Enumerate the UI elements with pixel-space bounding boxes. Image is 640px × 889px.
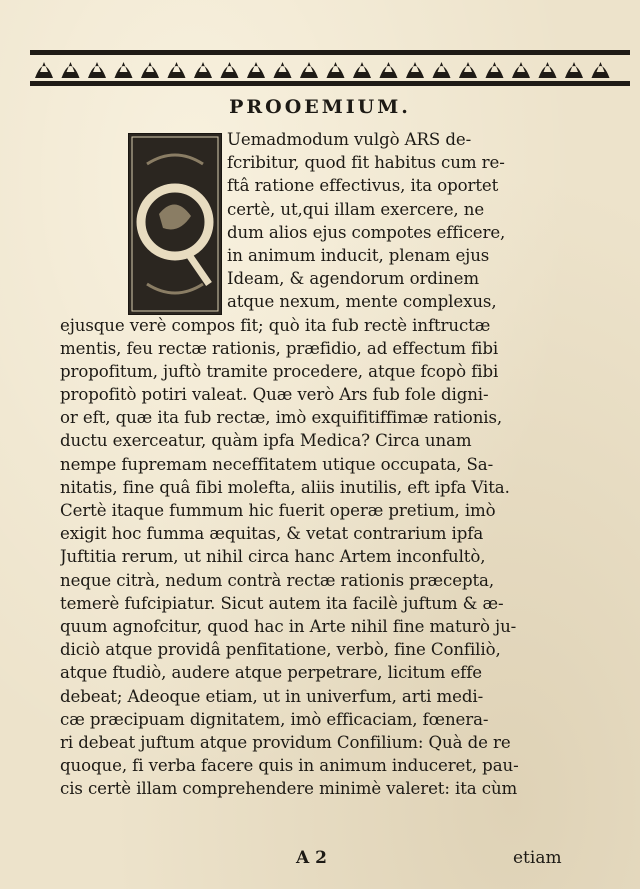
text-line: diciò atque providâ penfitatione, verbò, fine Confiliò, <box>60 640 501 660</box>
ornament-motif-icon <box>115 62 133 78</box>
ornament-motif-icon <box>141 62 159 78</box>
ornament-motif-icon <box>353 62 371 78</box>
text-line: ftâ ratione effectivus, ita oportet <box>227 176 499 196</box>
ornament-motif-icon <box>406 62 424 78</box>
ornament-motif-icon <box>433 62 451 78</box>
ornament-motif-icon <box>565 62 583 78</box>
text-line: dum alios ejus compotes efficere, <box>227 222 506 242</box>
ornament-motif-icon <box>539 62 557 78</box>
ornament-motif-icon <box>247 62 265 78</box>
ornament-motif-icon <box>35 62 53 78</box>
text-line: mentis, feu rectæ rationis, præfidio, ad effectum fibi <box>60 338 499 358</box>
text-line: Uemadmodum vulgò ARS de- <box>227 130 472 149</box>
text-line: fcribitur, quod fit habitus cum re- <box>227 153 505 173</box>
ornament-motif-icon <box>221 62 239 78</box>
floral-band-icon <box>30 48 630 88</box>
ornament-motif-icon <box>459 62 477 78</box>
text-line: neque citrà, nedum contrà rectæ rationis præcepta, <box>60 570 495 590</box>
ornament-motif-icon <box>88 62 106 78</box>
text-line: in animum inducit, plenam ejus <box>227 245 490 265</box>
text-line: ejusque verè compos fit; quò ita fub rectè inftructæ <box>60 315 491 335</box>
text-line: nempe fupremam neceffitatem utique occupata, Sa- <box>60 454 494 474</box>
ornament-motif-icon <box>486 62 504 78</box>
text-line: atque ftudiò, audere atque perpetrare, licitum effe <box>60 663 482 683</box>
ornament-motif-icon <box>62 62 80 78</box>
ornament-motif-icon <box>274 62 292 78</box>
text-line: atque nexum, mente complexus, <box>227 292 497 312</box>
ornament-motif-icon <box>300 62 318 78</box>
text-line: cis certè illam comprehendere minimè valeret: ita cùm <box>60 779 518 799</box>
text-line: Ideam, & agendorum ordinem <box>227 269 479 289</box>
text-line: temerè fufcipiatur. Sicut autem ita facilè juftum & æ- <box>60 593 504 613</box>
text-line: or eft, quæ ita fub rectæ, imò exquifitiffimæ rationis, <box>60 408 503 428</box>
text-line: propofitum, juftò tramite procedere, atque fcopò fibi <box>60 361 499 381</box>
signature-mark: A 2 <box>296 848 327 868</box>
ornament-motif-icon <box>194 62 212 78</box>
page-title: PROOEMIUM. <box>229 96 411 118</box>
ornament-motif-icon <box>327 62 345 78</box>
text-line: Certè itaque fummum hic fuerit operæ pretium, imò <box>60 501 496 520</box>
text-line: ri debeat juftum atque providum Confilium: Quà de re <box>60 732 511 752</box>
text-line: quoque, fi verba facere quis in animum induceret, pau- <box>60 756 519 776</box>
text-line: cæ præcipuam dignitatem, imò efficaciam, fœnera- <box>60 709 489 729</box>
ornament-motif-icon <box>168 62 186 78</box>
ornament-motif-icon <box>512 62 530 78</box>
text-line: Juftitia rerum, ut nihil circa hanc Artem inconfultò, <box>60 547 486 567</box>
body-text <box>60 128 580 800</box>
text-line: debeat; Adeoque etiam, ut in univerfum, arti medi- <box>60 686 484 706</box>
text-line: ductu exerceatur, quàm ipfa Medica? Circa unam <box>60 431 472 451</box>
text-line: quum agnofcitur, quod hac in Arte nihil fine maturò ju- <box>60 616 517 636</box>
text-line: exigit hoc fumma æquitas, & vetat contrarium ipfa <box>60 524 484 544</box>
text-line: propofitò potiri valeat. Quæ verò Ars fub fole digni- <box>60 385 489 405</box>
catchword: etiam <box>513 848 562 868</box>
ornament-motif-icon <box>380 62 398 78</box>
text-line: certè, ut,qui illam exercere, ne <box>227 199 485 219</box>
text-line: nitatis, fine quâ fibi molefta, aliis inutilis, eft ipfa Vita. <box>60 477 510 497</box>
ornament-motif-icon <box>592 62 610 78</box>
